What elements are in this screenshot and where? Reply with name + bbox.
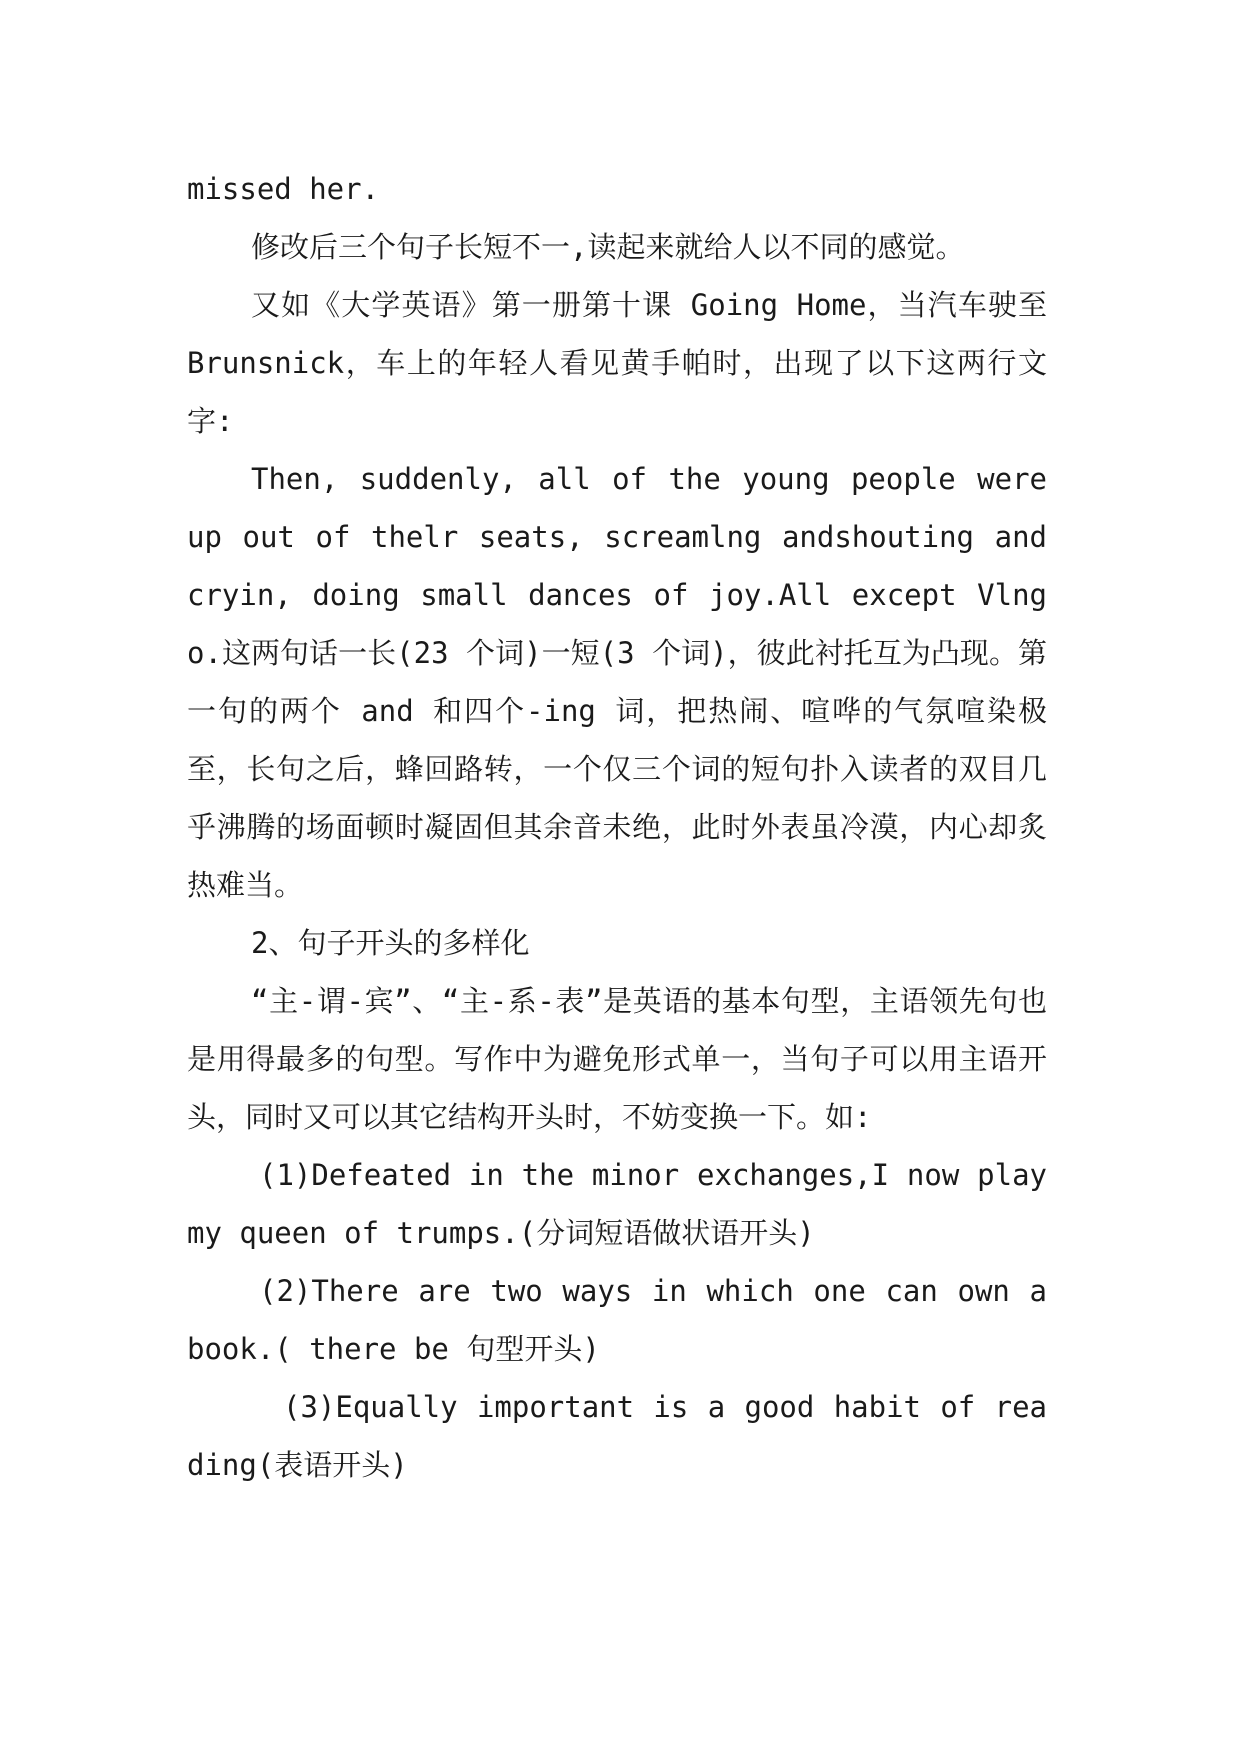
- paragraph-example-intro: 又如《大学英语》第一册第十课 Going Home，当汽车驶至 Brunsnick，车上的年轻人看见黄手帕时，出现了以下这两行文字:: [187, 288, 1047, 438]
- example-item-2: (2)There are two ways in which one can own a book.( there be 句型开头): [187, 1274, 1047, 1366]
- paragraph-summary: 修改后三个句子长短不一,读起来就给人以不同的感觉。: [251, 230, 965, 264]
- paragraph-example-analysis: Then, suddenly, all of the young people were up out of thelr seats, screamlng andshouting and cryin, doing small dances of joy.All except Vlngo.这两句话一长(23 个词)一短(3 个词)，彼此衬托互为凸现。第一句的两个 and 和四个-ing 词，把热闹、喧哗的气氛喧染极至，长句之后，蜂回路转，一个仅三个词的短句扑入读者的双目几乎沸腾的场面顿时凝固但其余音未绝，此时外表虽冷漠，内心却炙热难当。: [187, 462, 1047, 902]
- section-heading: 2、句子开头的多样化: [251, 926, 530, 960]
- paragraph-continuation: missed her.: [187, 172, 380, 206]
- document-body: [187, 160, 1047, 1494]
- example-item-1: (1)Defeated in the minor exchanges,I now play my queen of trumps.(分词短语做状语开头): [187, 1158, 1047, 1250]
- paragraph-sentence-patterns: “主-谓-宾”、“主-系-表”是英语的基本句型，主语领先句也是用得最多的句型。写作中为避免形式单一，当句子可以用主语开头，同时又可以其它结构开头时，不妨变换一下。如:: [187, 984, 1047, 1134]
- example-item-3: (3)Equally important is a good habit of reading(表语开头): [187, 1390, 1047, 1482]
